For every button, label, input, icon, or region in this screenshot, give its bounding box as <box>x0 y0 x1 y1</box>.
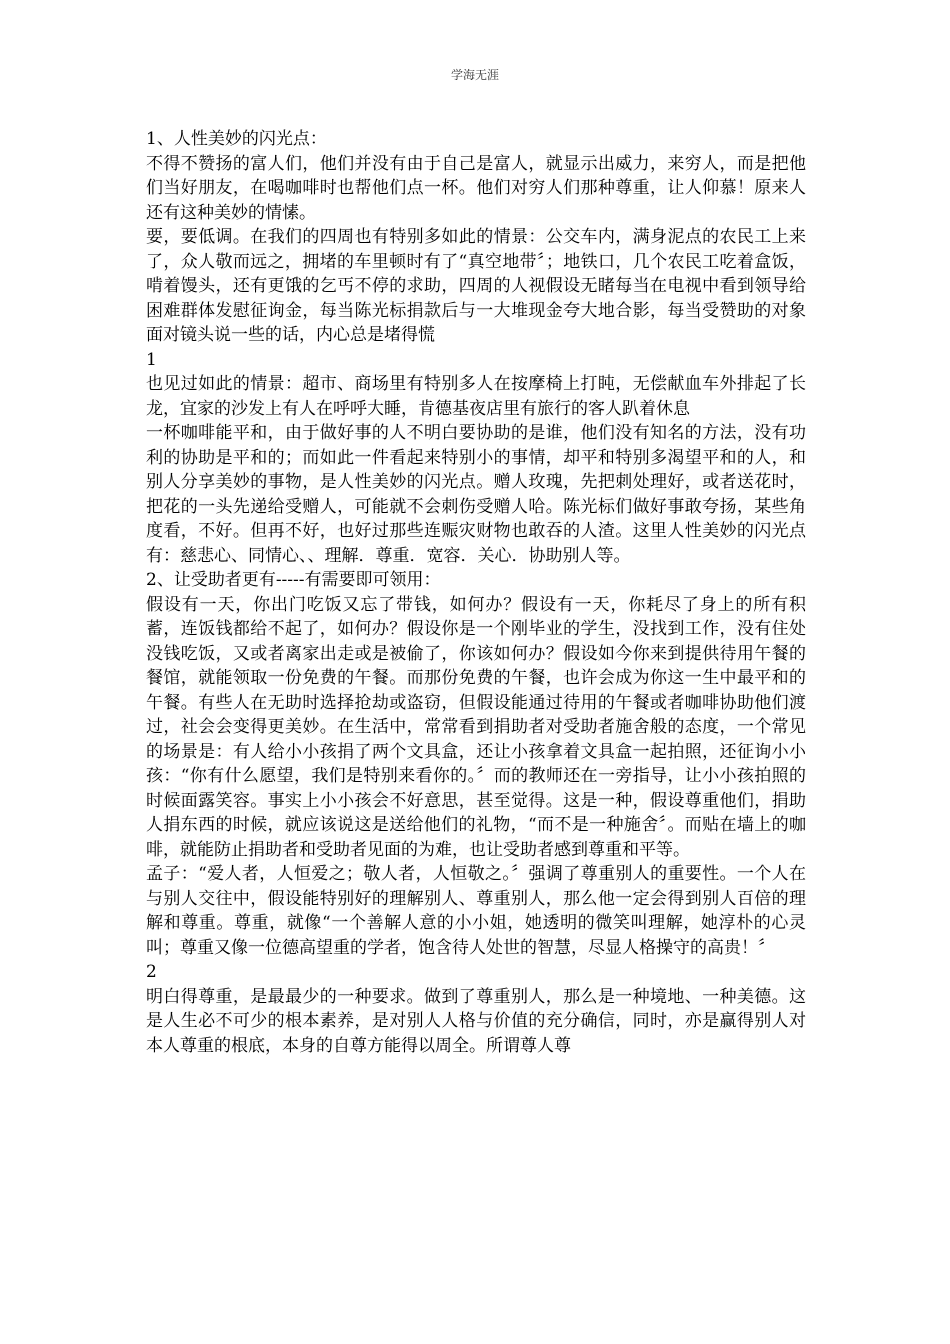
paragraph: 孟子：“爱人者，人恒爱之；敬人者，人恒敬之。〞强调了尊重别人的重要性。一个人在与别人交往中，假设能特别好的理解别人、尊重别人，那么他一定会得到别人百倍的理解和尊重。尊重，就像“一个善解人意的小小姐，她透明的微笑叫理解，她淳朴的心灵叫；尊重又像一位德高望重的学者，饱含待人处世的智慧，尽显人格操守的高贵！〞 <box>146 864 806 958</box>
section-heading: 2、让受助者更有-----有需要即可领用： <box>146 570 441 590</box>
paragraph: 假设有一天，你出门吃饭又忘了带钱，如何办？假设有一天，你耗尽了身上的所有积蓄，连饭钱都给不起了，如何办？假设你是一个刚毕业的学生，没找到工作，没有住处没钱吃饭，又或者离家出走或是被偷了，你该如何办？假设如今你来到提供待用午餐的餐馆，就能领取一份免费的午餐。而那份免费的午餐，也许会成为你这一生中最平和的午餐。有些人在无助时选择抢劫或盗窃，但假设能通过待用的午餐或者咖啡协助他们渡过，社会会变得更美妙。在生活中，常常看到捐助者对受助者施舍般的态度，一个常见的场景是：有人给小小孩捐了两个文具盒，还让小孩拿着文具盒一起拍照，还征询小小孩：“你有什么愿望，我们是特别来看你的。〞而的教师还在一旁指导，让小小孩拍照的时候面露笑容。事实上小小孩会不好意思，甚至觉得。这是一种，假设尊重他们，捐助人捐东西的时候，就应该说这是送给他们的礼物，“而不是一种施舍〞。而贴在墙上的咖啡，就能防止捐助者和受助者见面的为难，也让受助者感到尊重和平等。 <box>146 594 806 860</box>
section-heading: 1、人性美妙的闪光点： <box>146 129 327 149</box>
paragraph: 一杯咖啡能平和，由于做好事的人不明白要协助的是谁，他们没有知名的方法，没有功利的协助是平和的；而如此一件看起来特别小的事情，却平和特别多渴望平和的人，和别人分享美妙的事物，是人性美妙的闪光点。赠人玫瑰，先把刺处理好，或者送花时，把花的一头先递给受赠人，可能就不会刺伤受赠人哈。陈光标们做好事敢夸扬，某些角度看，不好。但再不好，也好过那些连赈灾财物也敢吞的人渣。这里人性美妙的闪光点有：慈悲心、同情心、、理解．尊重．宽容．关心．协助别人等。 <box>146 423 806 566</box>
paragraph: 明白得尊重，是最最少的一种要求。做到了尊重别人，那么是一种境地、一种美德。这是人生必不可少的根本素养，是对别人人格与价值的充分确信，同时，亦是赢得别人对本人尊重的根底，本身的自尊方能得以周全。所谓尊人尊 <box>146 986 806 1056</box>
paragraph: 也见过如此的情景：超市、商场里有特别多人在按摩椅上打盹，无偿献血车外排起了长龙，宜家的沙发上有人在呼呼大睡，肯德基夜店里有旅行的客人趴着休息 <box>146 374 806 419</box>
paragraph: 要，要低调。在我们的四周也有特别多如此的情景：公交车内，满身泥点的农民工上来了，众人敬而远之，拥堵的车里顿时有了“真空地带〞；地铁口，几个农民工吃着盒饭，啃着馒头，还有更饿的乞丐不停的求助，四周的人视假设无睹每当在电视中看到领导给困难群体发慰征询金，每当陈光标捐款后与一大堆现金夸大地合影，每当受赞助的对象面对镜头说一些的话，内心总是堵得慌 <box>146 227 806 345</box>
page-header: 学海无涯 <box>450 68 499 82</box>
paragraph: 不得不赞扬的富人们，他们并没有由于自己是富人，就显示出威力，来穷人，而是把他们当好朋友，在喝咖啡时也帮他们点一杯。他们对穷人们那种尊重，让人仰慕！原来人还有这种美妙的情愫。 <box>146 153 806 223</box>
document-body <box>146 127 806 1058</box>
page-number: 2 <box>146 962 157 982</box>
page-number: 1 <box>146 349 157 370</box>
